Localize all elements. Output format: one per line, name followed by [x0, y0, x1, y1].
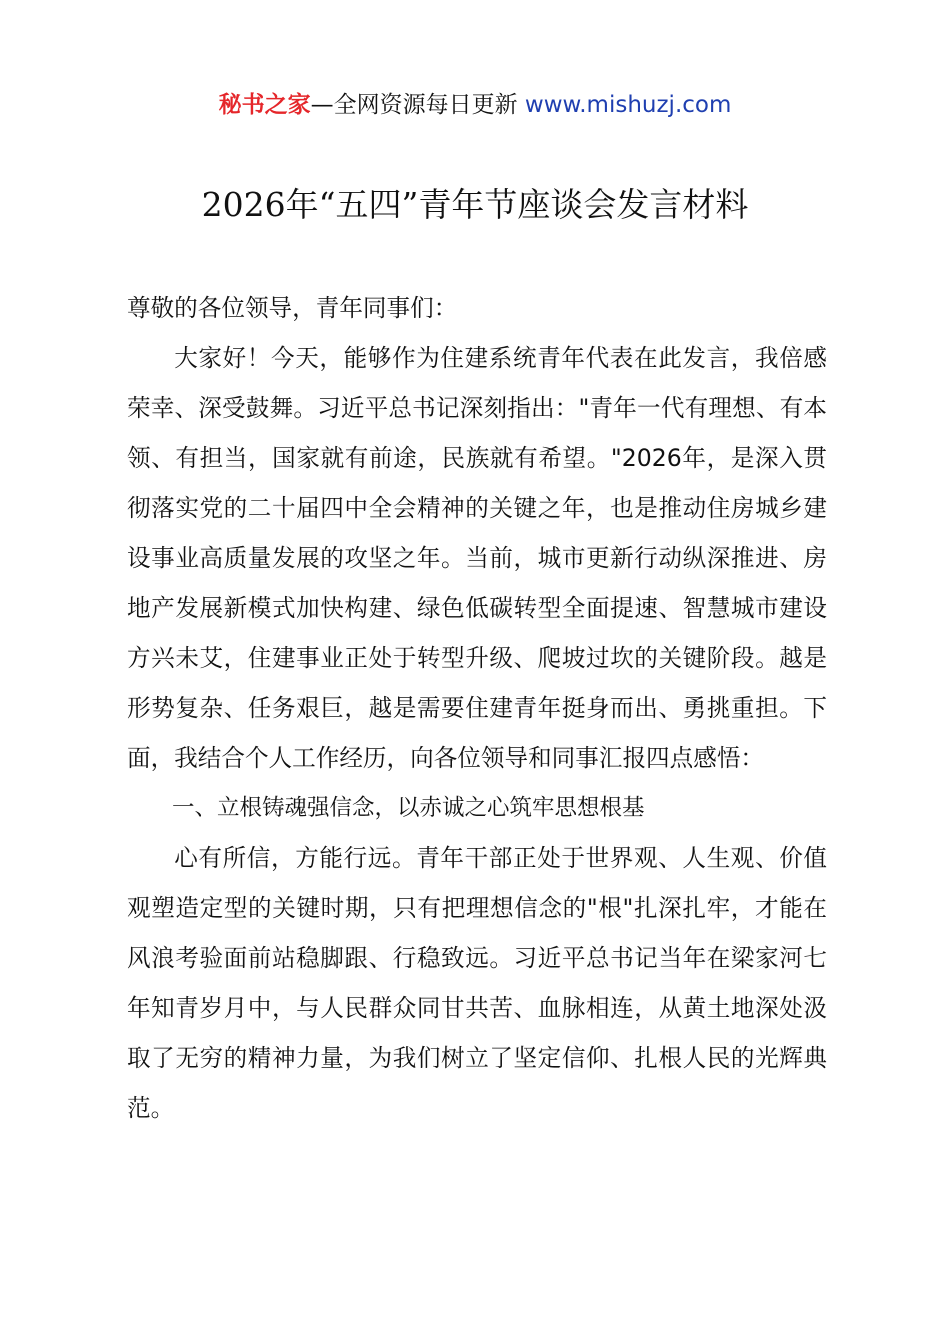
document-body — [127, 283, 827, 1133]
site-tagline: —全网资源每日更新 — [310, 92, 518, 118]
site-brand: 秘书之家 — [218, 92, 311, 118]
document-title: 2026年“五四”青年节座谈会发言材料 — [201, 185, 749, 224]
site-url-link[interactable]: www.mishuzj.com — [524, 92, 732, 118]
section-heading: 一、立根铸魂强信念，以赤诚之心筑牢思想根基 — [172, 795, 645, 821]
site-header — [0, 88, 950, 122]
salutation: 尊敬的各位领导，青年同事们： — [127, 294, 458, 322]
intro-paragraph: 大家好！今天，能够作为住建系统青年代表在此发言，我倍感荣幸、深受鼓舞。习近平总书记深刻指出："青年一代有理想、有本领、有担当，国家就有前途，民族就有希望。"2026年，是深入贯彻落实党的二十届四中全会精神的关键之年，也是推动住房城乡建设事业高质量发展的攻坚之年。当前，城市更新行动纵深推进、房地产发展新模式加快构建、绿色低碳转型全面提速、智慧城市建设方兴未艾，住建事业正处于转型升级、爬坡过坎的关键阶段。越是形势复杂、任务艰巨，越是需要住建青年挺身而出、勇挑重担。下面，我结合个人工作经历，向各位领导和同事汇报四点感悟： — [127, 344, 827, 772]
section-paragraph: 心有所信，方能行远。青年干部正处于世界观、人生观、价值观塑造定型的关键时期，只有把理想信念的"根"扎深扎牢，才能在风浪考验面前站稳脚跟、行稳致远。习近平总书记当年在梁家河七年知青岁月中，与人民群众同甘共苦、血脉相连，从黄土地深处汲取了无穷的精神力量，为我们树立了坚定信仰、扎根人民的光辉典范。 — [127, 844, 827, 1122]
